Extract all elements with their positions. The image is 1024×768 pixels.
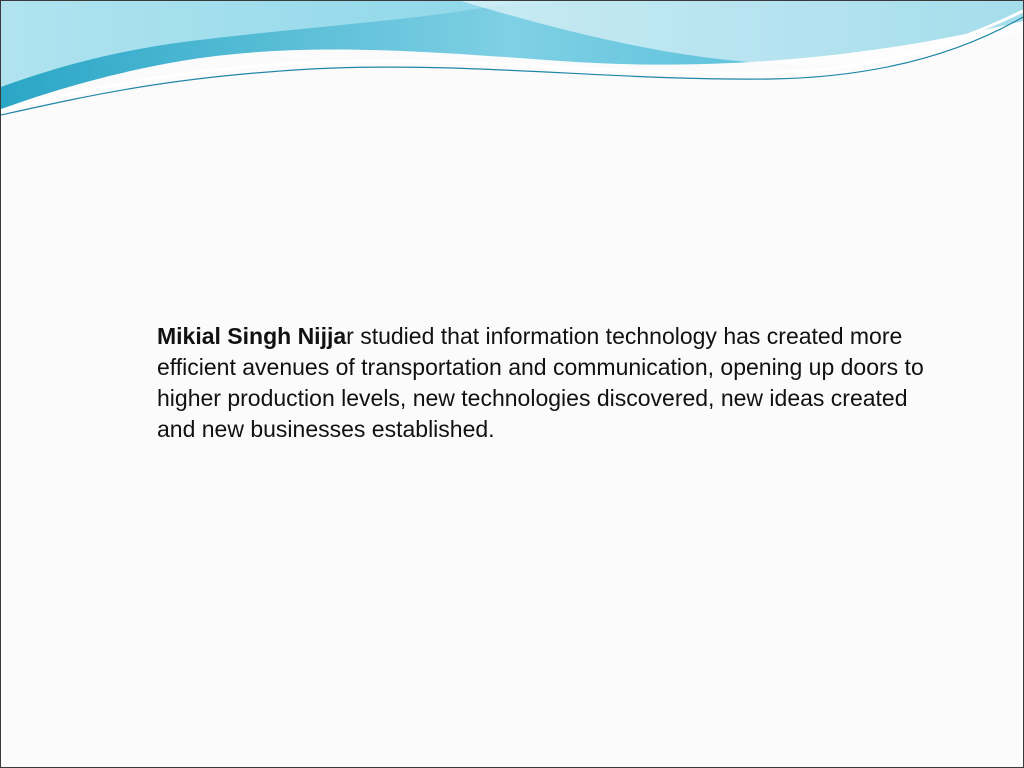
wave-header-decoration [1,1,1023,131]
paragraph-rest: r studied that information technology has created more efficient avenues of transportation and communication, opening up doors to higher production levels, new technologies discovered, new ideas created and new businesses established. [157,323,924,442]
highlighted-name: Mikial Singh Nijja [157,323,347,349]
body-paragraph [157,321,927,445]
